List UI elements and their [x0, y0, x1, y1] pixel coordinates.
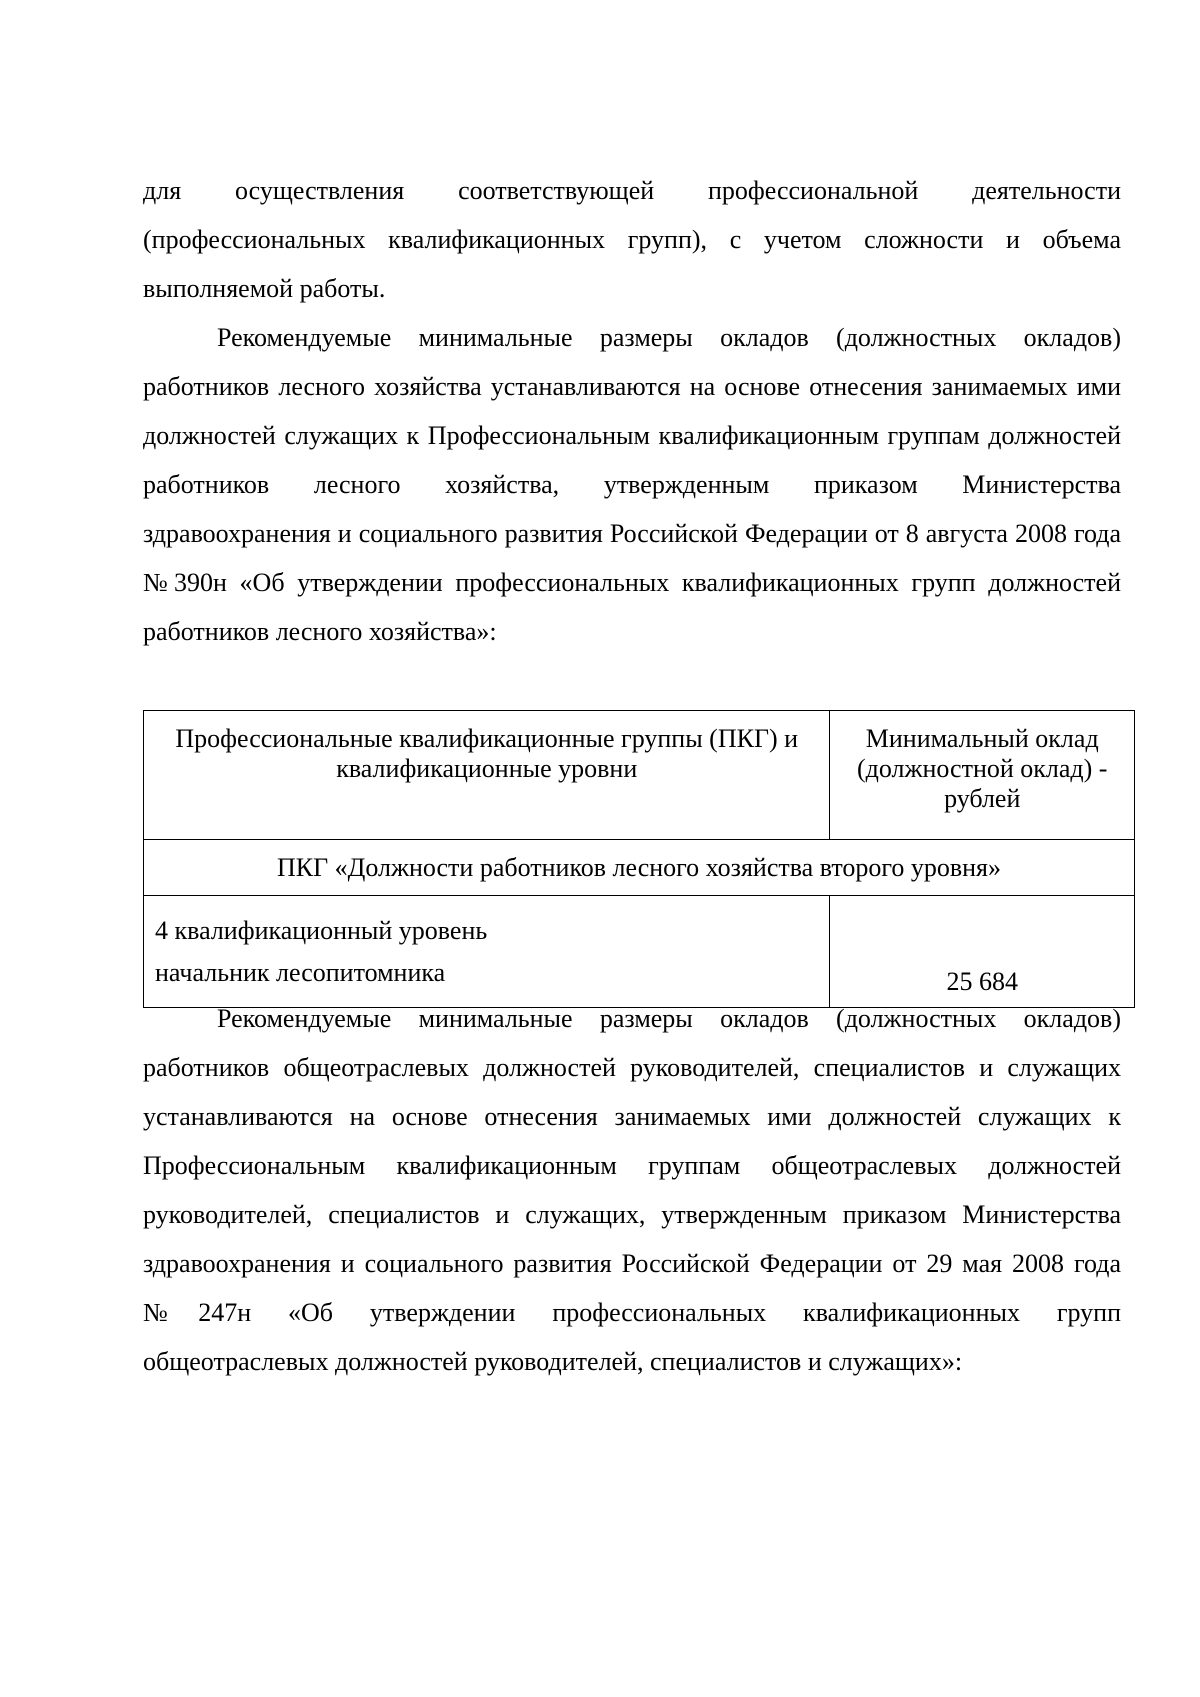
header-text: Профессиональные квалификационные группы (ПКГ) и квалификационные уровни — [175, 724, 799, 783]
qualification-level: 4 квалификационный уровень — [155, 916, 488, 945]
header-text: Минимальный оклад (должностной оклад) - рублей — [857, 724, 1108, 813]
header-cell-salary — [830, 711, 1135, 840]
table-row — [144, 896, 1135, 1008]
group-title-cell: ПКГ «Должности работников лесного хозяйства второго уровня» — [144, 840, 1135, 896]
paragraph-forestry-salaries — [143, 313, 1121, 656]
level-cell — [144, 896, 830, 1008]
paragraph-text: для осуществления соответствующей профессиональной деятельности (профессиональных квалификационных групп), с учетом сложности и объема выполняемой работы. — [143, 176, 1121, 303]
table-header-row — [144, 711, 1135, 840]
table-group-row — [144, 840, 1135, 896]
header-cell-groups — [144, 711, 830, 840]
paragraph-text: Рекомендуемые минимальные размеры окладов (должностных окладов) работников общеотраслевых должностей руководителей, специалистов и служащих устанавливаются на основе отнесения занимаемых ими должностей служащих к Профессиональным квалификационным группам общеотраслевых должностей руководителей, специалистов и служащих, утвержденным приказом Министерства здравоохранения и социального развития Российской Федерации от 29 мая 2008 года №247н «Об утверждении профессиональных квалификационных групп общеотраслевых должностей руководителей, специалистов и служащих»: — [143, 1004, 1121, 1376]
position-name: начальник лесопитомника — [155, 958, 446, 987]
paragraph-text: Рекомендуемые минимальные размеры окладов (должностных окладов) работников лесного хозяйства устанавливаются на основе отнесения занимаемых ими должностей служащих к Профессиональным квалификационным группам должностей работников лесного хозяйства, утвержденным приказом Министерства здравоохранения и социального развития Российской Федерации от 8 августа 2008 года №390н «Об утверждении профессиональных квалификационных групп должностей работников лесного хозяйства»: — [143, 323, 1121, 646]
salary-value: 25 684 — [830, 896, 1135, 1008]
paragraph-general-salaries — [143, 994, 1121, 1386]
salary-table — [143, 710, 1135, 1008]
paragraph-intro-continuation — [143, 166, 1121, 313]
